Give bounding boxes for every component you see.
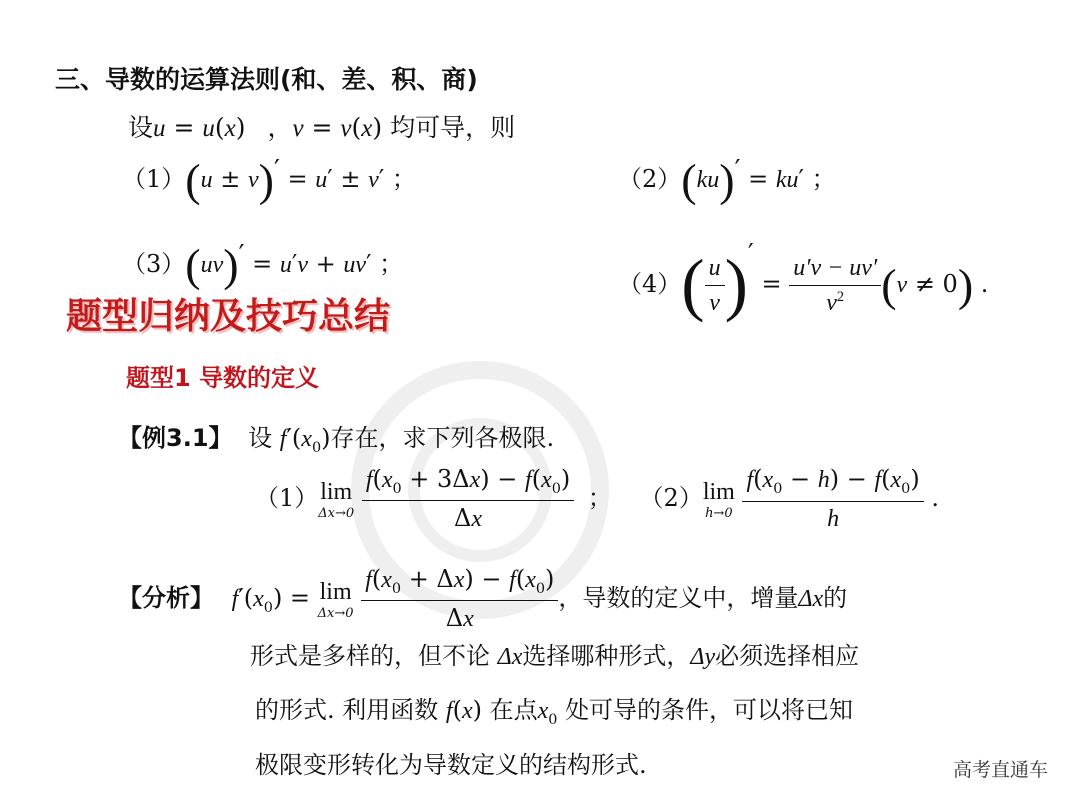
analysis-line2-b: 选择哪种形式， (522, 642, 691, 670)
rule-2-label: （2） (618, 165, 682, 193)
analysis-line3-a: 的形式. 利用函数 (255, 696, 439, 724)
rule-3: （3）(uv)′ = u′v + uv′ ； (122, 239, 404, 291)
limit-separator: ； (587, 484, 612, 512)
example-text-post: 存在，求下列各极限. (330, 424, 555, 452)
example-line: 【例3.1】 设 $f'(x_0)$存在，求下列各极限. (118, 424, 555, 456)
example-limits: （1） lim Δx→0 $\frac{f(x_0 + 3\Delta x) - f(x_0)}{\Delta x}$ ； （2） lim h→0 $\frac{f(x_0 - h) - f(x_0)}{h}$ . (255, 458, 939, 538)
rule-3-semicolon: ； (379, 250, 404, 278)
intro-line: 设u = u(x) ，v = v(x) 均可导，则 (128, 113, 516, 142)
analysis-line-4: 极限变形转化为导数定义的结构形式. (255, 751, 647, 779)
intro-suffix: 均可导，则 (390, 113, 516, 142)
rule-4-label: （4） (618, 270, 682, 298)
analysis-after-dx: 的 (823, 584, 848, 612)
rule-4-period: . (980, 270, 989, 298)
rule-2-semicolon: ； (811, 165, 836, 193)
analysis-after-formula: ，导数的定义中，增量 (558, 584, 799, 612)
footer-brand: 高考直通车 (947, 753, 1054, 784)
rule-4: （4）( $\frac{u}{v}$ )′ = $\frac{u'v - uv'}{v^2}$ (v ≠ 0) . (618, 239, 989, 324)
type-1-title: 题型1 导数的定义 (126, 364, 320, 392)
derivative-definition-fraction: $\frac{f(x_0 + \Delta x) - f(x_0)}{\Delta x}$ (361, 564, 558, 636)
analysis-label: 【分析】 (118, 584, 214, 612)
formula-u-def: u (153, 115, 166, 142)
section-heading: 题型归纳及技巧总结 (66, 296, 391, 337)
example-label: 【例3.1】 (118, 424, 233, 452)
limit-1-fraction: $\frac{f(x_0 + 3\Delta x) - f(x_0)}{\Delta x}$ (362, 464, 574, 536)
analysis-line2-a: 形式是多样的，但不论 (250, 642, 490, 670)
limit-2-label: （2） (639, 484, 703, 512)
rule-1: （1）(u ± v)′ = u′ ± v′ ； (122, 154, 416, 206)
analysis-line-3: 的形式. 利用函数 f(x) 在点$x_0$ 处可导的条件，可以将已知 (255, 696, 854, 728)
rule-1-semicolon: ； (391, 165, 416, 193)
limit-1-label: （1） (255, 484, 319, 512)
analysis-line-1: 【分析】 $f'(x_0)$ = lim Δx→0 $\frac{f(x_0 + \Delta x) - f(x_0)}{\Delta x}$ ，导数的定义中，增量Δx的 (118, 558, 847, 638)
limit-end: . (931, 484, 939, 512)
analysis-line3-b: 在点 (489, 696, 538, 724)
intro-prefix: 设 (128, 113, 154, 142)
section-title: 三、导数的运算法则(和、差、积、商) (55, 65, 478, 94)
rule-1-label: （1） (122, 165, 186, 193)
rule-2: （2）(ku)′ = ku′ ； (618, 154, 836, 206)
analysis-line3-c: 处可导的条件，可以将已知 (565, 696, 854, 724)
intro-comma: ， (267, 113, 293, 142)
analysis-line2-c: 必须选择相应 (715, 642, 860, 670)
example-text-pre: 设 (248, 424, 273, 452)
formula-v-def: v (292, 115, 304, 142)
limit-2-fraction: $\frac{f(x_0 - h) - f(x_0)}{h}$ (742, 464, 923, 535)
rule-3-label: （3） (122, 250, 186, 278)
analysis-line-2: 形式是多样的，但不论 Δx选择哪种形式，Δy必须选择相应 (250, 642, 860, 670)
